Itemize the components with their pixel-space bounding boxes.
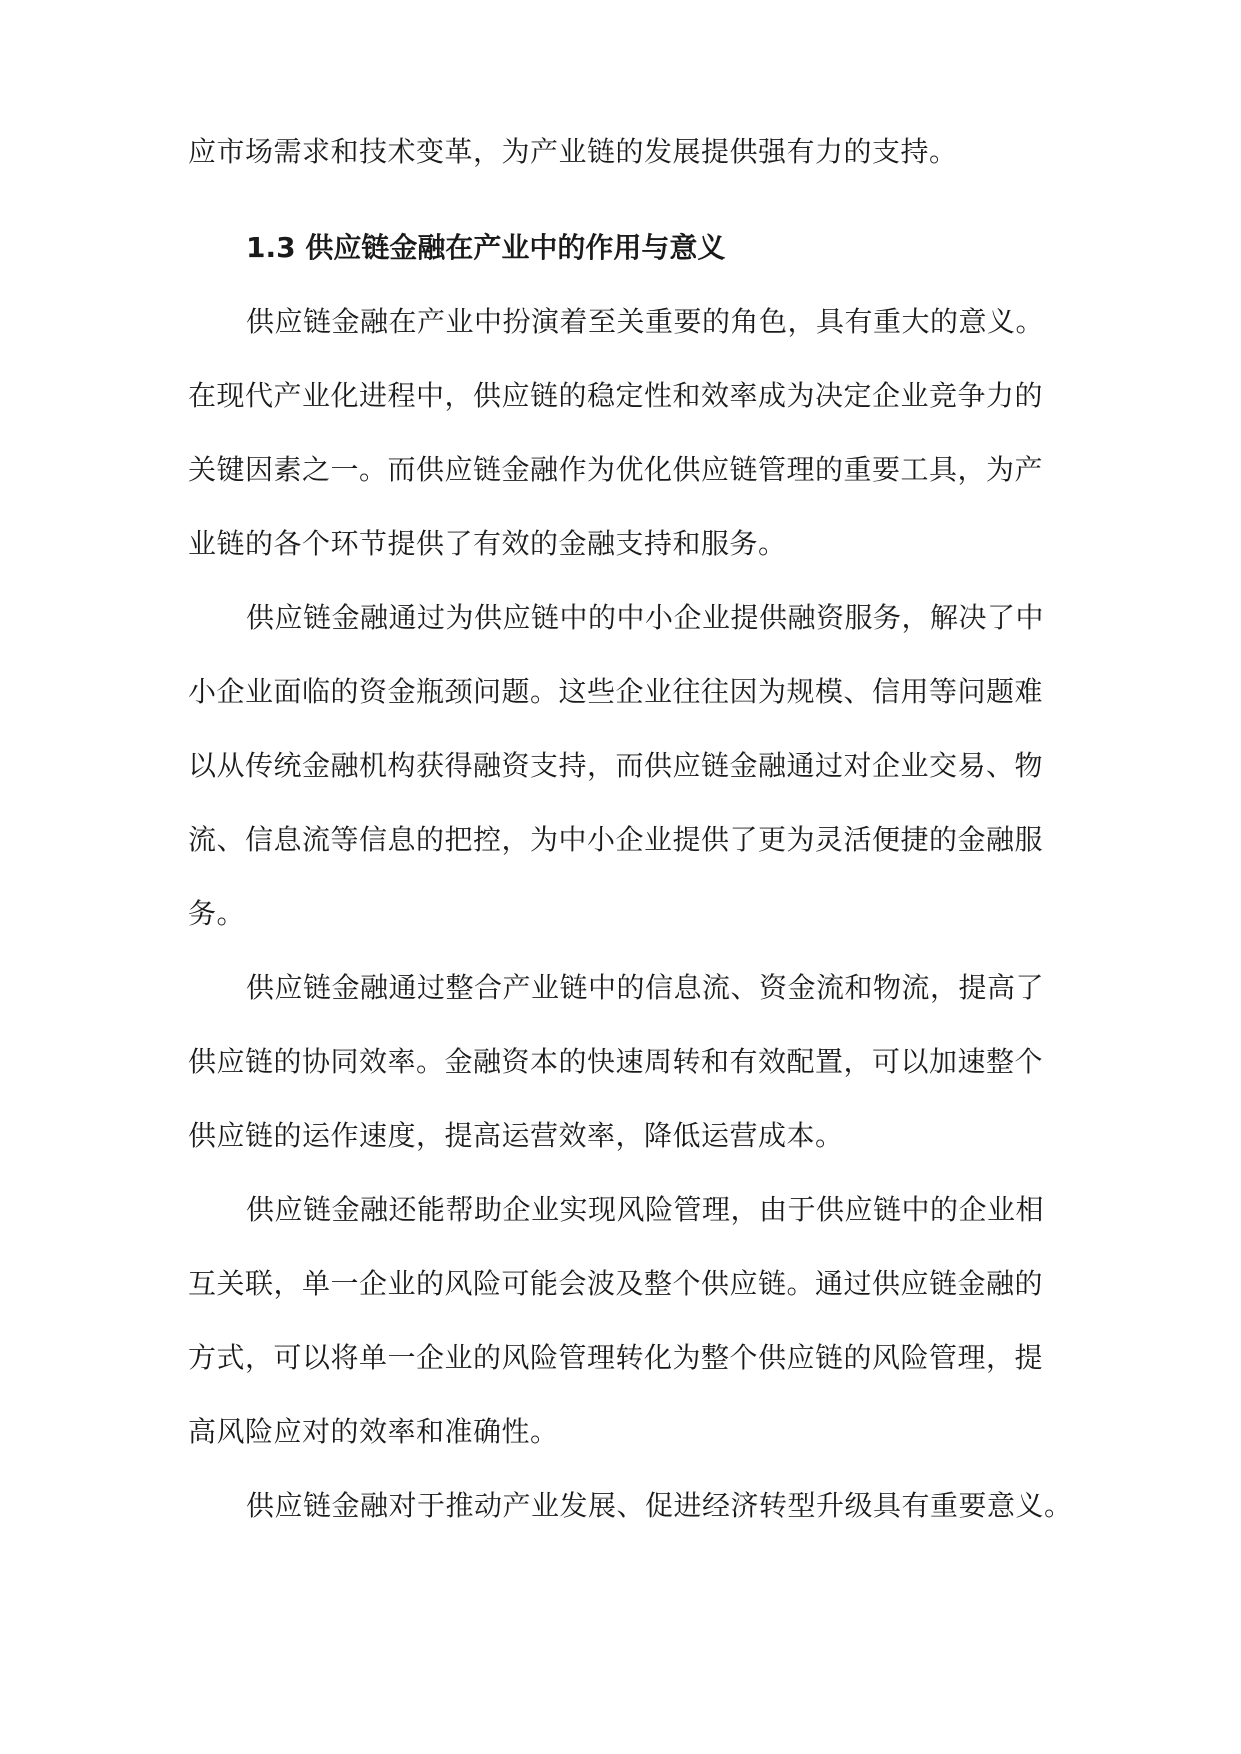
text-line: 高风险应对的效率和准确性。	[188, 1415, 559, 1448]
text-line: 关键因素之一。而供应链金融作为优化供应链管理的重要工具，为产	[188, 453, 1044, 486]
text-line: 供应链金融在产业中扮演着至关重要的角色，具有重大的意义。	[246, 305, 1045, 338]
text-line: 供应链金融还能帮助企业实现风险管理，由于供应链中的企业相	[246, 1193, 1045, 1226]
text-line: 供应链的运作速度，提高运营效率，降低运营成本。	[188, 1119, 844, 1152]
text-line: 供应链金融通过为供应链中的中小企业提供融资服务，解决了中	[246, 601, 1045, 634]
text-line: 应市场需求和技术变革，为产业链的发展提供强有力的支持。	[188, 135, 958, 168]
text-line: 小企业面临的资金瓶颈问题。这些企业往往因为规模、信用等问题难	[188, 675, 1044, 708]
text-line: 方式，可以将单一企业的风险管理转化为整个供应链的风险管理，提	[188, 1341, 1044, 1374]
text-line: 以从传统金融机构获得融资支持，而供应链金融通过对企业交易、物	[188, 749, 1044, 782]
text-line: 流、信息流等信息的把控，为中小企业提供了更为灵活便捷的金融服	[188, 823, 1044, 856]
text-line: 业链的各个环节提供了有效的金融支持和服务。	[188, 527, 787, 560]
text-line: 供应链金融通过整合产业链中的信息流、资金流和物流，提高了	[246, 971, 1045, 1004]
text-line: 在现代产业化进程中，供应链的稳定性和效率成为决定企业竞争力的	[188, 379, 1044, 412]
text-line: 供应链的协同效率。金融资本的快速周转和有效配置，可以加速整个	[188, 1045, 1044, 1078]
section-heading: 1.3 供应链金融在产业中的作用与意义	[246, 231, 726, 264]
text-line: 互关联，单一企业的风险可能会波及整个供应链。通过供应链金融的	[188, 1267, 1044, 1300]
text-line: 供应链金融对于推动产业发展、促进经济转型升级具有重要意义。	[246, 1489, 1073, 1522]
text-line: 务。	[188, 897, 246, 930]
